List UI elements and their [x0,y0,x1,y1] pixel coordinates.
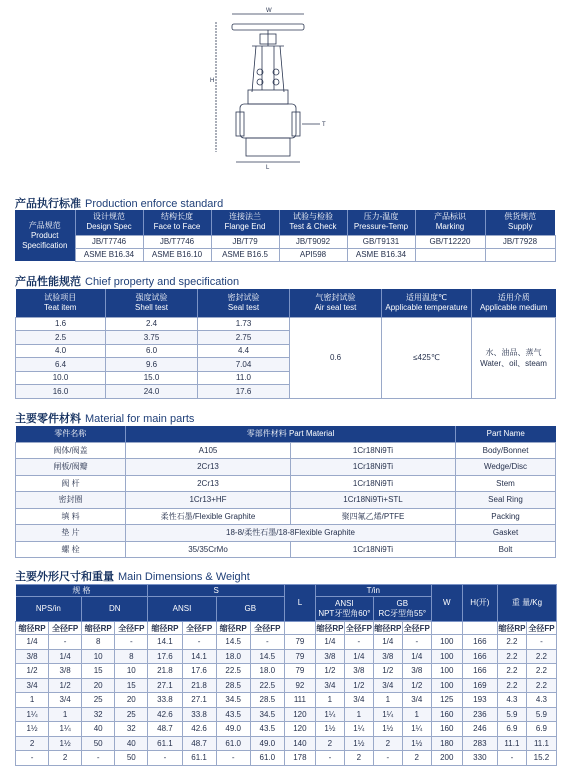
dim-cell: 180 [431,736,462,751]
perf-cell: 6.0 [106,344,198,358]
mat-material-2: 聚四氟乙烯/PTFE [291,508,456,525]
section-title-cn: 主要外形尺寸和重量 [15,571,114,583]
dim-row [16,707,557,722]
dim-cell: 100 [431,664,462,679]
mat-material-1: 35/35CrMo [126,541,291,558]
dim-cell: 25 [82,693,115,708]
perf-cell: 1.73 [198,317,290,331]
section-title-en: Production enforce standard [85,198,224,210]
dim-cell: 21.8 [182,678,216,693]
section-title-dimensions [15,568,250,584]
perf-col-medium: 适用介质 Applicable medium [472,289,556,317]
perf-cell: 1.6 [16,317,106,331]
mat-material-2: 1Cr18Ni9Ti [291,475,456,492]
dim-row [16,664,557,679]
dim-cell: 100 [431,649,462,664]
dim-cell: 4.3 [526,693,556,708]
mat-material-2: 1Cr18Ni9Ti [291,541,456,558]
mat-col-part-en: Part Name [456,426,556,442]
dim-cell: 100 [431,678,462,693]
dim-cell: 1/2 [49,678,82,693]
dim-h-tin: T/in [315,585,431,597]
perf-cell: 6.4 [16,358,106,372]
dim-row [16,649,557,664]
dim-cell: 22.5 [250,678,284,693]
perf-cell: 15.0 [106,371,198,385]
mat-material-2: 1Cr18Ni9Ti [291,442,456,459]
perf-col-air: 气密封试验 Air seal test [290,289,382,317]
dim-cell: 2 [402,751,431,766]
dim-cell: 3/4 [373,678,402,693]
dim-cell: 160 [431,707,462,722]
dim-cell: 50 [115,751,148,766]
dim-cell: 14.1 [148,635,182,650]
mat-part-cn: 阀体/阀盖 [16,442,126,459]
dim-h-blank [284,622,315,635]
dim-h-fp: 全径FP [182,622,216,635]
dim-cell: 79 [284,664,315,679]
dim-h-fp: 全径FP [528,623,555,633]
dim-cell: 3/8 [344,664,373,679]
perf-col-seal: 密封试验 Seal test [198,289,290,317]
dim-cell: 79 [284,649,315,664]
dim-cell: 10 [82,649,115,664]
std-cell: ASME B16.34 [75,248,143,261]
std-cell: API598 [279,248,347,261]
dim-cell: 3/8 [49,664,82,679]
dim-cell: 3/8 [373,649,402,664]
dim-cell: 3/4 [16,678,49,693]
dim-cell: 1 [344,707,373,722]
dim-cell: 1 [16,693,49,708]
dim-cell: 330 [462,751,497,766]
dim-cell: 43.5 [250,722,284,737]
std-cell: ASME B16.5 [211,248,279,261]
dim-cell: 2 [315,736,344,751]
dim-cell: 4.3 [497,693,526,708]
dim-cell: 34.5 [250,707,284,722]
mat-part-cn: 阀 杆 [16,475,126,492]
std-col-design: 设计规范 Design Spec [75,210,143,235]
dim-cell: 2.2 [497,664,526,679]
medium-en: Water、oil、steam [480,358,547,368]
dim-cell: 8 [115,649,148,664]
dim-label-h: H [210,78,215,84]
dim-cell: 2.2 [497,635,526,650]
dim-cell: 1/2 [315,664,344,679]
dim-cell: 61.0 [216,736,250,751]
dim-cell: 14.1 [182,649,216,664]
dim-cell: 10 [115,664,148,679]
std-cell: JB/T7928 [485,235,555,248]
dim-cell: 3/8 [315,649,344,664]
dim-cell: 50 [82,736,115,751]
mat-part-en: Wedge/Disc [456,459,556,476]
dim-cell: 61.0 [250,751,284,766]
dim-cell: 2.2 [526,664,556,679]
perf-cell: 10.0 [16,371,106,385]
gate-valve-drawing [190,2,360,170]
dim-row [16,751,557,766]
dim-cell: 49.0 [250,736,284,751]
perf-cell: 16.0 [16,385,106,399]
dim-cell: - [402,635,431,650]
mat-material-1: 2Cr13 [126,475,291,492]
std-col-supply: 供货规范 Supply [485,210,555,235]
dim-cell: 17.6 [148,649,182,664]
perf-col-shell: 强度试验 Shell test [106,289,198,317]
dim-cell: 3/8 [402,664,431,679]
std-cell: JB/T7746 [75,235,143,248]
dim-cell: 1½ [402,736,431,751]
std-row-header-en1: Product [30,230,59,240]
dim-cell: 1¼ [315,707,344,722]
dim-h-rp: 缩径RP [82,622,115,635]
perf-cell: 7.04 [198,358,290,372]
dim-label-t: T [322,122,326,128]
dim-cell: 1¼ [49,722,82,737]
dim-cell: - [16,751,49,766]
section-title-en: Main Dimensions & Weight [118,571,250,583]
dim-cell: 33.8 [182,707,216,722]
dim-cell: 1½ [344,736,373,751]
dim-cell: 2 [49,751,82,766]
dim-cell: 246 [462,722,497,737]
dimensions-table [15,584,557,766]
material-table [15,426,556,558]
dim-h-fp: 全径FP [49,622,82,635]
dim-cell: 1/4 [16,635,49,650]
dim-cell: 166 [462,649,497,664]
dim-cell: 17.6 [182,664,216,679]
dim-cell: 1/2 [373,664,402,679]
dim-cell: 1/4 [315,635,344,650]
dim-cell: 1/4 [344,649,373,664]
dim-cell: 25 [115,707,148,722]
section-title-cn: 产品执行标准 [15,198,81,210]
std-col-test: 试验与检验 Test & Check [279,210,347,235]
std-col-pressure: 压力-温度 Pressure-Temp [347,210,415,235]
dimensions-body [16,635,557,766]
dim-cell: 22.5 [216,664,250,679]
std-cell: ASME B16.34 [347,248,415,261]
dim-cell: 34.5 [216,693,250,708]
dim-cell: 5.9 [526,707,556,722]
dim-row [16,678,557,693]
mat-material-1: 1Cr13+HF [126,492,291,509]
dim-h-gb-rc: GB RC牙型角55° [373,597,431,621]
dim-h-fp: 全径FP [345,623,372,633]
dim-cell: 61.1 [148,736,182,751]
performance-table [15,289,556,399]
dim-cell: 1¼ [16,707,49,722]
dim-cell: 3/8 [16,649,49,664]
dim-cell: 100 [431,635,462,650]
dim-cell: 283 [462,736,497,751]
std-col-marking: 产品标识 Marking [415,210,485,235]
dim-cell: 15 [115,678,148,693]
dim-h-l: L [284,585,315,622]
std-row-header-cn: 产品规范 [28,220,61,230]
dim-cell: - [148,751,182,766]
dim-cell: 3/4 [344,693,373,708]
dim-h-s: S [148,585,285,597]
std-row-header [15,210,75,261]
dim-cell: 1½ [16,722,49,737]
dim-cell: 6.9 [526,722,556,737]
std-cell [415,248,485,261]
dim-cell: - [497,751,526,766]
perf-col-item: 试验项目 Teat item [16,289,106,317]
dim-row [16,722,557,737]
section-title-en: Chief property and specification [85,276,240,288]
dim-cell: 32 [82,707,115,722]
dim-cell: 1 [315,693,344,708]
dim-cell: 2.2 [497,678,526,693]
dim-cell: 14.5 [250,649,284,664]
dim-cell: 1¼ [373,707,402,722]
std-row-header-en2: Specification [22,240,68,250]
std-cell: JB/T79 [211,235,279,248]
dim-cell: 48.7 [182,736,216,751]
dim-label-l: L [266,165,270,170]
dim-cell: - [182,635,216,650]
perf-cell: 17.6 [198,385,290,399]
dim-cell: 28.5 [250,693,284,708]
perf-cell: 3.75 [106,331,198,345]
dim-cell: - [526,635,556,650]
mat-part-en: Bolt [456,541,556,558]
dim-cell: 40 [115,736,148,751]
dim-cell: 2 [16,736,49,751]
mat-part-en: Gasket [456,525,556,542]
dim-cell: 111 [284,693,315,708]
dim-cell: 200 [431,751,462,766]
dim-cell: 27.1 [182,693,216,708]
mat-part-en: Body/Bonnet [456,442,556,459]
dim-cell: 166 [462,635,497,650]
dim-cell: 193 [462,693,497,708]
dim-cell: 32 [115,722,148,737]
dim-cell: 15.2 [526,751,556,766]
std-col-flange: 连接法兰 Flange End [211,210,279,235]
dim-cell: 1½ [373,722,402,737]
perf-cell: 2.75 [198,331,290,345]
dim-cell: 18.0 [216,649,250,664]
dim-h-blank [431,622,462,635]
section-title-material [15,410,194,426]
dim-h-weight: 重 量/Kg [497,585,556,622]
dim-cell: 120 [284,707,315,722]
mat-material-1: 2Cr13 [126,459,291,476]
dim-cell: 166 [462,664,497,679]
mat-material-1: 柔性石墨/Flexible Graphite [126,508,291,525]
std-cell: GB/T9131 [347,235,415,248]
dim-cell: 15 [82,664,115,679]
section-title-standard [15,195,223,211]
dim-h-rp: 缩径RP [498,623,526,633]
dim-cell: - [216,751,250,766]
dim-cell: 42.6 [182,722,216,737]
dim-cell: 2 [373,736,402,751]
mat-material-1: A105 [126,442,291,459]
dim-cell: - [82,751,115,766]
dim-cell: - [49,635,82,650]
dim-cell: 1 [373,693,402,708]
perf-temp-value: ≤425℃ [382,317,472,398]
mat-col-material: 零部件材料 Part Material [126,426,456,442]
dim-cell: 49.0 [216,722,250,737]
dim-cell: - [315,751,344,766]
std-cell: ASME B16.10 [143,248,211,261]
dim-h-gb: GB [216,597,284,622]
dim-cell: 178 [284,751,315,766]
dim-cell: 40 [82,722,115,737]
perf-medium-value [472,317,556,398]
section-title-performance [15,273,239,289]
dim-cell: 28.5 [216,678,250,693]
medium-cn: 水、油品、蒸气 [485,347,542,357]
dim-h-rp: 缩径RP [374,623,402,633]
dim-h-ansi: ANSI [148,597,216,622]
perf-cell: 4.4 [198,344,290,358]
dim-cell: 1/4 [402,649,431,664]
perf-cell: 11.0 [198,371,290,385]
dim-h-w: W [431,585,462,622]
dim-row [16,736,557,751]
dim-cell: 33.8 [148,693,182,708]
mat-part-en: Stem [456,475,556,492]
dim-cell: 1/2 [344,678,373,693]
perf-cell: 9.6 [106,358,198,372]
dim-cell: 5.9 [497,707,526,722]
dim-cell: 1/2 [402,678,431,693]
dim-cell: 1 [402,707,431,722]
dim-cell: 2.2 [497,649,526,664]
dim-cell: 1¼ [402,722,431,737]
dim-cell: 48.7 [148,722,182,737]
section-title-cn: 主要零件材料 [15,413,81,425]
dim-h-rp: 缩径RP [316,623,344,633]
mat-material-2: 1Cr18Ni9Ti [291,459,456,476]
dim-cell: 42.6 [148,707,182,722]
dim-cell: 2 [344,751,373,766]
std-col-face: 结构长度 Face to Face [143,210,211,235]
dim-cell: 43.5 [216,707,250,722]
mat-col-part-cn: 零件名称 [16,426,126,442]
std-cell: JB/T7746 [143,235,211,248]
mat-part-en: Seal Ring [456,492,556,509]
dim-cell: 3/4 [49,693,82,708]
dim-cell: 79 [284,635,315,650]
dim-cell: 6.9 [497,722,526,737]
dim-h-fp: 全径FP [115,622,148,635]
dim-cell: 1/4 [373,635,402,650]
dim-h-fp: 全径FP [403,623,430,633]
dim-h-rp: 缩径RP [148,622,182,635]
standard-table [15,210,556,262]
section-title-cn: 产品性能规范 [15,276,81,288]
dim-h-rp: 缩径RP [216,622,250,635]
dim-cell: 2.2 [526,649,556,664]
dim-cell: 11.1 [497,736,526,751]
dim-cell: 3/4 [402,693,431,708]
dim-h-fp: 全径FP [250,622,284,635]
dim-row [16,635,557,650]
dim-h-blank [462,622,497,635]
dim-cell: 21.8 [148,664,182,679]
dim-cell: - [373,751,402,766]
dim-row [16,693,557,708]
dim-cell: 8 [82,635,115,650]
dim-h-h: H(开) [462,585,497,622]
mat-part-cn: 密封圈 [16,492,126,509]
mat-material-2: 1Cr18Ni9Ti+STL [291,492,456,509]
dim-cell: 14.5 [216,635,250,650]
dim-cell: 236 [462,707,497,722]
dim-cell: - [344,635,373,650]
dim-h-dn: DN [82,597,148,622]
dim-cell: 169 [462,678,497,693]
dim-cell: 1/2 [16,664,49,679]
dim-cell: - [250,635,284,650]
mat-material-shared: 18-8/柔性石墨/18-8Flexible Graphite [126,525,456,542]
dim-h-ansi-npt: ANSI NPT牙型角60° [315,597,373,621]
mat-part-cn: 垫 片 [16,525,126,542]
dim-cell: 1/4 [49,649,82,664]
dim-cell: 61.1 [182,751,216,766]
perf-cell: 2.4 [106,317,198,331]
std-cell: JB/T9092 [279,235,347,248]
dim-cell: 1½ [49,736,82,751]
std-cell: GB/T12220 [415,235,485,248]
dim-cell: 27.1 [148,678,182,693]
dim-h-spec: 规 格 [16,585,148,597]
dim-cell: - [115,635,148,650]
mat-part-cn: 闸板/阀瓣 [16,459,126,476]
dim-cell: 20 [82,678,115,693]
dim-cell: 1½ [315,722,344,737]
dim-cell: 3/4 [315,678,344,693]
dim-cell: 125 [431,693,462,708]
perf-cell: 2.5 [16,331,106,345]
perf-cell: 4.0 [16,344,106,358]
dim-h-rp: 缩径RP [16,622,49,635]
mat-part-cn: 填 料 [16,508,126,525]
dim-cell: 2.2 [526,678,556,693]
section-title-en: Material for main parts [85,413,195,425]
dim-label-w: W [266,8,272,14]
dim-cell: 1¼ [344,722,373,737]
dim-cell: 11.1 [526,736,556,751]
std-cell [485,248,555,261]
dim-cell: 120 [284,722,315,737]
perf-air-value: 0.6 [290,317,382,398]
dim-cell: 140 [284,736,315,751]
dim-cell: 20 [115,693,148,708]
dim-cell: 160 [431,722,462,737]
perf-cell: 24.0 [106,385,198,399]
mat-part-en: Packing [456,508,556,525]
perf-col-temp: 适用温度℃ Applicable temperature [382,289,472,317]
mat-part-cn: 螺 栓 [16,541,126,558]
dim-cell: 92 [284,678,315,693]
dim-h-nps: NPS/in [16,597,82,622]
dim-cell: 1 [49,707,82,722]
dim-cell: 18.0 [250,664,284,679]
